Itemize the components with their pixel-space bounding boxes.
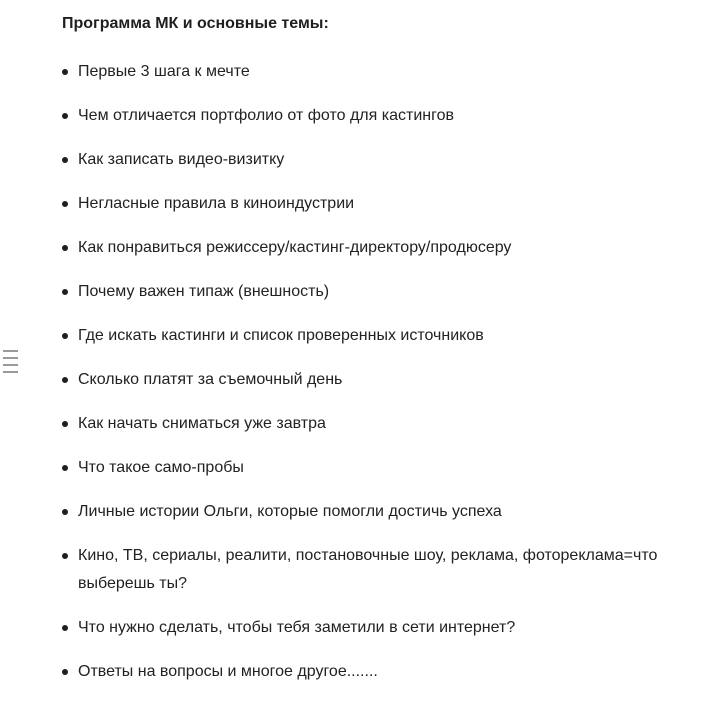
list-item: Ответы на вопросы и многое другое....... [62, 658, 702, 686]
drag-handle-line [3, 357, 18, 359]
list-item: Что такое само-пробы [62, 454, 702, 482]
drag-handle-line [3, 364, 18, 366]
list-item: Как понравиться режиссеру/кастинг-директору/продюсеру [62, 234, 702, 262]
drag-handle-icon[interactable] [3, 350, 19, 372]
list-item: Чем отличается портфолио от фото для кастингов [62, 102, 702, 130]
list-item: Первые 3 шага к мечте [62, 58, 702, 86]
list-item: Где искать кастинги и список проверенных источников [62, 322, 702, 350]
section-heading: Программа МК и основные темы: [62, 15, 329, 32]
list-item: Личные истории Ольги, которые помогли достичь успеха [62, 498, 702, 526]
drag-handle-line [3, 350, 18, 352]
list-item: Что нужно сделать, чтобы тебя заметили в сети интернет? [62, 614, 702, 642]
list-item: Как записать видео-визитку [62, 146, 702, 174]
document-content [62, 12, 702, 702]
list-item: Почему важен типаж (внешность) [62, 278, 702, 306]
drag-handle-line [3, 371, 18, 373]
list-item: Негласные правила в киноиндустрии [62, 190, 702, 218]
topic-list [62, 58, 702, 686]
list-item: Как начать сниматься уже завтра [62, 410, 702, 438]
list-item: Сколько платят за съемочный день [62, 366, 702, 394]
list-item: Кино, ТВ, сериалы, реалити, постановочные шоу, реклама, фотореклама=что выберешь ты? [62, 542, 702, 598]
